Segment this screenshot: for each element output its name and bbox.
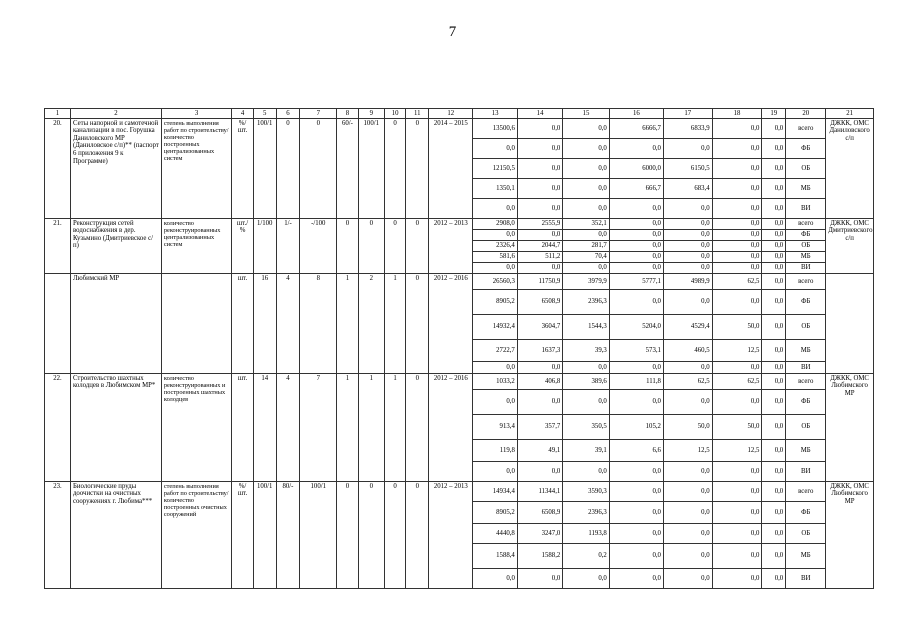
- period-cell: 2014 – 2015: [429, 119, 473, 219]
- amount-cell: 12150,5: [473, 159, 517, 179]
- amount-cell: 0,0: [663, 390, 712, 415]
- amount-cell: 352,1: [563, 219, 610, 230]
- amount-cell: 0,0: [712, 462, 762, 482]
- amount-cell: 0,0: [712, 502, 762, 524]
- funding-source: всего: [786, 219, 826, 230]
- funding-source: ВИ: [786, 199, 826, 219]
- indicator-value: 0: [406, 274, 429, 374]
- column-header: 8: [337, 109, 359, 119]
- funding-source: всего: [786, 374, 826, 390]
- amount-cell: 50,0: [712, 315, 762, 340]
- indicator-value: 1/100: [253, 219, 276, 274]
- amount-cell: 6150,5: [663, 159, 712, 179]
- indicator-value: 0: [384, 119, 406, 219]
- amount-cell: 0,0: [762, 179, 786, 199]
- amount-cell: 5204,0: [609, 315, 663, 340]
- amount-cell: 0,0: [762, 290, 786, 315]
- amount-cell: 0,0: [712, 159, 762, 179]
- amount-cell: 4529,4: [663, 315, 712, 340]
- amount-cell: 0,0: [712, 219, 762, 230]
- amount-cell: 6,6: [609, 440, 663, 462]
- amount-cell: 26560,3: [473, 274, 517, 290]
- amount-cell: 350,5: [563, 415, 610, 440]
- amount-cell: 0,0: [712, 119, 762, 139]
- amount-cell: 0,0: [712, 390, 762, 415]
- amount-cell: 0,0: [563, 362, 610, 374]
- amount-cell: 0,0: [517, 390, 562, 415]
- amount-cell: 0,0: [762, 119, 786, 139]
- table-row: [45, 119, 874, 139]
- row-number: 22.: [45, 374, 71, 482]
- amount-cell: 0,0: [609, 230, 663, 241]
- amount-cell: 511,2: [517, 252, 562, 263]
- measure-name: Биологические пруды доочистки на очистных сооружениях г. Любима***: [70, 482, 161, 589]
- indicator-value: 1: [384, 374, 406, 482]
- indicator-value: 0: [384, 482, 406, 589]
- amount-cell: 50,0: [712, 415, 762, 440]
- column-header: 10: [384, 109, 406, 119]
- indicator-value: 0: [406, 374, 429, 482]
- amount-cell: 3247,0: [517, 524, 562, 544]
- column-header: 20: [786, 109, 826, 119]
- amount-cell: 0,0: [563, 179, 610, 199]
- table-row: [45, 482, 874, 502]
- amount-cell: 0,0: [762, 524, 786, 544]
- amount-cell: 0,0: [663, 544, 712, 569]
- amount-cell: 6508,9: [517, 290, 562, 315]
- amount-cell: 0,0: [663, 230, 712, 241]
- unit-cell: %/ шт.: [232, 482, 254, 589]
- amount-cell: 0,0: [762, 263, 786, 274]
- amount-cell: 0,0: [762, 159, 786, 179]
- indicator-name: [161, 274, 231, 374]
- amount-cell: 0,0: [609, 482, 663, 502]
- amount-cell: 39,3: [563, 340, 610, 362]
- indicator-value: 0: [406, 219, 429, 274]
- amount-cell: 0,0: [517, 179, 562, 199]
- funding-source: ОБ: [786, 524, 826, 544]
- indicator-value: 100/1: [253, 482, 276, 589]
- header-row: [45, 109, 874, 119]
- amount-cell: 0,0: [762, 502, 786, 524]
- amount-cell: 0,0: [563, 159, 610, 179]
- amount-cell: 281,7: [563, 241, 610, 252]
- column-header: 18: [712, 109, 762, 119]
- measure-name: Сеты напорной и самотечной канализации в пос. Горушка Даниловского МР (Даниловское с/п)** (паспорт 6 приложения 9 к Программе): [70, 119, 161, 219]
- indicator-value: 100/1: [300, 482, 337, 589]
- amount-cell: 0,0: [712, 290, 762, 315]
- amount-cell: 12,5: [712, 440, 762, 462]
- executor-cell: ДЖКК, ОМС Любимского МР: [826, 374, 874, 482]
- amount-cell: 0,0: [517, 159, 562, 179]
- amount-cell: 6666,7: [609, 119, 663, 139]
- amount-cell: 0,0: [473, 139, 517, 159]
- indicator-value: 100/1: [358, 119, 384, 219]
- amount-cell: 0,0: [609, 219, 663, 230]
- amount-cell: 49,1: [517, 440, 562, 462]
- column-header: 11: [406, 109, 429, 119]
- amount-cell: 0,0: [712, 569, 762, 589]
- funding-source: ФБ: [786, 230, 826, 241]
- funding-source: МБ: [786, 544, 826, 569]
- unit-cell: шт./ %: [232, 219, 254, 274]
- amount-cell: 0,0: [663, 482, 712, 502]
- amount-cell: 2722,7: [473, 340, 517, 362]
- amount-cell: 6833,9: [663, 119, 712, 139]
- indicator-value: 100/1: [253, 119, 276, 219]
- amount-cell: 0,0: [609, 139, 663, 159]
- amount-cell: 0,0: [762, 199, 786, 219]
- amount-cell: 3590,3: [563, 482, 610, 502]
- amount-cell: 0,0: [663, 569, 712, 589]
- amount-cell: 0,0: [663, 252, 712, 263]
- funding-source: ВИ: [786, 462, 826, 482]
- amount-cell: 0,0: [712, 482, 762, 502]
- amount-cell: 0,0: [609, 502, 663, 524]
- amount-cell: 0,0: [712, 179, 762, 199]
- amount-cell: 0,0: [762, 462, 786, 482]
- amount-cell: 5777,1: [609, 274, 663, 290]
- table-body: [45, 119, 874, 589]
- indicator-value: 14: [253, 374, 276, 482]
- amount-cell: 0,0: [563, 119, 610, 139]
- indicator-value: 0: [358, 482, 384, 589]
- amount-cell: 4440,8: [473, 524, 517, 544]
- amount-cell: 62,5: [663, 374, 712, 390]
- indicator-value: 0: [358, 219, 384, 274]
- amount-cell: 0,0: [663, 524, 712, 544]
- amount-cell: 4989,9: [663, 274, 712, 290]
- funding-source: МБ: [786, 340, 826, 362]
- funding-source: ВИ: [786, 362, 826, 374]
- amount-cell: 119,8: [473, 440, 517, 462]
- amount-cell: 0,0: [762, 374, 786, 390]
- amount-cell: 0,0: [762, 440, 786, 462]
- amount-cell: 0,0: [762, 315, 786, 340]
- indicator-value: 2: [358, 274, 384, 374]
- amount-cell: 0,0: [762, 139, 786, 159]
- amount-cell: 0,0: [563, 263, 610, 274]
- indicator-value: 0: [337, 219, 359, 274]
- amount-cell: 0,0: [712, 544, 762, 569]
- column-header: 9: [358, 109, 384, 119]
- column-header: 19: [762, 109, 786, 119]
- amount-cell: 0,0: [563, 390, 610, 415]
- amount-cell: 2555,9: [517, 219, 562, 230]
- amount-cell: 0,0: [663, 263, 712, 274]
- amount-cell: 0,0: [473, 569, 517, 589]
- funding-source: ФБ: [786, 502, 826, 524]
- funding-source: ФБ: [786, 390, 826, 415]
- amount-cell: 0,0: [663, 199, 712, 219]
- amount-cell: 70,4: [563, 252, 610, 263]
- indicator-value: 1: [337, 374, 359, 482]
- measure-name: Реконструкция сетей водоснабжения в дер. Кузьмино (Дмитриевское с/п): [70, 219, 161, 274]
- amount-cell: 0,0: [663, 139, 712, 159]
- funding-source: ОБ: [786, 241, 826, 252]
- amount-cell: 0,0: [473, 462, 517, 482]
- indicator-name: количество реконструированных и построенных шахтных колодцев: [161, 374, 231, 482]
- row-number: 21.: [45, 219, 71, 274]
- amount-cell: 0,0: [517, 462, 562, 482]
- amount-cell: 0,0: [609, 263, 663, 274]
- amount-cell: 12,5: [712, 340, 762, 362]
- amount-cell: 0,0: [563, 569, 610, 589]
- amount-cell: 0,0: [663, 290, 712, 315]
- column-header: 13: [473, 109, 517, 119]
- funding-source: ОБ: [786, 415, 826, 440]
- amount-cell: 0,0: [563, 230, 610, 241]
- amount-cell: 0,0: [663, 241, 712, 252]
- funding-source: ОБ: [786, 159, 826, 179]
- amount-cell: 0,0: [609, 390, 663, 415]
- amount-cell: 0,0: [663, 502, 712, 524]
- indicator-value: 80/-: [276, 482, 300, 589]
- column-header: 4: [232, 109, 254, 119]
- amount-cell: 0,0: [762, 274, 786, 290]
- amount-cell: 0,0: [762, 219, 786, 230]
- amount-cell: 0,0: [762, 390, 786, 415]
- amount-cell: 0,0: [609, 290, 663, 315]
- indicator-value: -/100: [300, 219, 337, 274]
- indicator-value: 0: [337, 482, 359, 589]
- amount-cell: 0,0: [609, 462, 663, 482]
- indicator-name: количество реконструированных централизованных систем: [161, 219, 231, 274]
- funding-source: ВИ: [786, 263, 826, 274]
- amount-cell: 0,0: [663, 362, 712, 374]
- amount-cell: 0,0: [609, 544, 663, 569]
- amount-cell: 460,5: [663, 340, 712, 362]
- amount-cell: 0,0: [609, 524, 663, 544]
- amount-cell: 14934,4: [473, 482, 517, 502]
- amount-cell: 0,0: [712, 252, 762, 263]
- amount-cell: 0,0: [762, 415, 786, 440]
- row-number: 20.: [45, 119, 71, 219]
- indicator-value: 0: [384, 219, 406, 274]
- period-cell: 2012 – 2013: [429, 482, 473, 589]
- indicator-value: 4: [276, 374, 300, 482]
- funding-source: всего: [786, 482, 826, 502]
- amount-cell: 111,8: [609, 374, 663, 390]
- period-cell: 2012 – 2016: [429, 274, 473, 374]
- column-header: 3: [161, 109, 231, 119]
- indicator-value: 1: [358, 374, 384, 482]
- indicator-value: 1/-: [276, 219, 300, 274]
- amount-cell: 62,5: [712, 374, 762, 390]
- column-header: 7: [300, 109, 337, 119]
- period-cell: 2012 – 2013: [429, 219, 473, 274]
- column-header: 17: [663, 109, 712, 119]
- indicator-name: степень выполнения работ по строительству/ количество построенных очистных сооружений: [161, 482, 231, 589]
- amount-cell: 581,6: [473, 252, 517, 263]
- amount-cell: 11344,1: [517, 482, 562, 502]
- funding-source: ФБ: [786, 290, 826, 315]
- amount-cell: 0,0: [712, 230, 762, 241]
- funding-source: МБ: [786, 440, 826, 462]
- amount-cell: 3979,9: [563, 274, 610, 290]
- funding-source: всего: [786, 274, 826, 290]
- column-header: 15: [563, 109, 610, 119]
- amount-cell: 0,0: [609, 569, 663, 589]
- amount-cell: 12,5: [663, 440, 712, 462]
- amount-cell: 1588,2: [517, 544, 562, 569]
- measure-name: Строительство шахтных колодцев в Любимском МР*: [70, 374, 161, 482]
- funding-source: МБ: [786, 252, 826, 263]
- amount-cell: 3604,7: [517, 315, 562, 340]
- amount-cell: 913,4: [473, 415, 517, 440]
- amount-cell: 2908,0: [473, 219, 517, 230]
- table-row: [45, 374, 874, 390]
- row-number: 23.: [45, 482, 71, 589]
- indicator-value: 0: [300, 119, 337, 219]
- amount-cell: 389,6: [563, 374, 610, 390]
- program-table: [44, 108, 874, 589]
- amount-cell: 39,1: [563, 440, 610, 462]
- column-header: 6: [276, 109, 300, 119]
- amount-cell: 0,0: [563, 462, 610, 482]
- column-header: 1: [45, 109, 71, 119]
- indicator-value: 7: [300, 374, 337, 482]
- table-row: [45, 219, 874, 230]
- amount-cell: 0,0: [712, 139, 762, 159]
- amount-cell: 0,0: [609, 252, 663, 263]
- indicator-value: 8: [300, 274, 337, 374]
- amount-cell: 2044,7: [517, 241, 562, 252]
- amount-cell: 0,0: [473, 199, 517, 219]
- period-cell: 2012 – 2016: [429, 374, 473, 482]
- amount-cell: 8905,2: [473, 290, 517, 315]
- amount-cell: 11750,9: [517, 274, 562, 290]
- indicator-value: 16: [253, 274, 276, 374]
- amount-cell: 573,1: [609, 340, 663, 362]
- amount-cell: 50,0: [663, 415, 712, 440]
- funding-source: ОБ: [786, 315, 826, 340]
- amount-cell: 0,0: [473, 230, 517, 241]
- amount-cell: 1193,8: [563, 524, 610, 544]
- amount-cell: 1350,1: [473, 179, 517, 199]
- amount-cell: 0,0: [517, 362, 562, 374]
- amount-cell: 6000,0: [609, 159, 663, 179]
- amount-cell: 13500,6: [473, 119, 517, 139]
- amount-cell: 0,0: [663, 219, 712, 230]
- indicator-name: степень выполнения работ по строительству/ количество построенных централизованных систем: [161, 119, 231, 219]
- column-header: 14: [517, 109, 562, 119]
- amount-cell: 6508,9: [517, 502, 562, 524]
- amount-cell: 0,0: [762, 252, 786, 263]
- amount-cell: 0,0: [712, 263, 762, 274]
- amount-cell: 666,7: [609, 179, 663, 199]
- amount-cell: 0,0: [517, 263, 562, 274]
- amount-cell: 1544,3: [563, 315, 610, 340]
- amount-cell: 0,0: [712, 524, 762, 544]
- amount-cell: 0,2: [563, 544, 610, 569]
- amount-cell: 2396,3: [563, 290, 610, 315]
- amount-cell: 0,0: [712, 199, 762, 219]
- executor-cell: ДЖКК, ОМС Даниловского с/п: [826, 119, 874, 219]
- amount-cell: 0,0: [712, 241, 762, 252]
- column-header: 5: [253, 109, 276, 119]
- amount-cell: 14932,4: [473, 315, 517, 340]
- column-header: 21: [826, 109, 874, 119]
- amount-cell: 0,0: [609, 241, 663, 252]
- amount-cell: 62,5: [712, 274, 762, 290]
- column-header: 12: [429, 109, 473, 119]
- amount-cell: 0,0: [563, 199, 610, 219]
- amount-cell: 105,2: [609, 415, 663, 440]
- indicator-value: 1: [384, 274, 406, 374]
- funding-source: ВИ: [786, 569, 826, 589]
- amount-cell: 0,0: [473, 362, 517, 374]
- amount-cell: 0,0: [609, 362, 663, 374]
- amount-cell: 1033,2: [473, 374, 517, 390]
- amount-cell: 0,0: [609, 199, 663, 219]
- table-row: [45, 274, 874, 290]
- amount-cell: 1637,3: [517, 340, 562, 362]
- amount-cell: 0,0: [563, 139, 610, 159]
- indicator-value: 1: [337, 274, 359, 374]
- indicator-value: 4: [276, 274, 300, 374]
- funding-source: всего: [786, 119, 826, 139]
- measure-name: Любимский МР: [70, 274, 161, 374]
- row-number: [45, 274, 71, 374]
- amount-cell: 0,0: [517, 199, 562, 219]
- amount-cell: 0,0: [473, 263, 517, 274]
- executor-cell: ДЖКК, ОМС Дмитриевского с/п: [826, 219, 874, 274]
- amount-cell: 0,0: [517, 139, 562, 159]
- amount-cell: 406,8: [517, 374, 562, 390]
- amount-cell: 2396,3: [563, 502, 610, 524]
- page-number: 7: [448, 24, 457, 40]
- funding-source: ФБ: [786, 139, 826, 159]
- amount-cell: 0,0: [762, 482, 786, 502]
- funding-source: МБ: [786, 179, 826, 199]
- executor-cell: [826, 274, 874, 374]
- amount-cell: 0,0: [762, 241, 786, 252]
- indicator-value: 0: [276, 119, 300, 219]
- amount-cell: 0,0: [762, 340, 786, 362]
- amount-cell: 0,0: [762, 230, 786, 241]
- amount-cell: 0,0: [762, 362, 786, 374]
- amount-cell: 0,0: [517, 569, 562, 589]
- column-header: 2: [70, 109, 161, 119]
- amount-cell: 0,0: [517, 230, 562, 241]
- unit-cell: шт.: [232, 274, 254, 374]
- amount-cell: 1588,4: [473, 544, 517, 569]
- executor-cell: ДЖКК, ОМС Любимского МР: [826, 482, 874, 589]
- unit-cell: %/ шт.: [232, 119, 254, 219]
- amount-cell: 0,0: [712, 362, 762, 374]
- unit-cell: шт.: [232, 374, 254, 482]
- indicator-value: 60/-: [337, 119, 359, 219]
- amount-cell: 683,4: [663, 179, 712, 199]
- indicator-value: 0: [406, 119, 429, 219]
- column-header: 16: [609, 109, 663, 119]
- amount-cell: 357,7: [517, 415, 562, 440]
- amount-cell: 2326,4: [473, 241, 517, 252]
- amount-cell: 0,0: [663, 462, 712, 482]
- indicator-value: 0: [406, 482, 429, 589]
- amount-cell: 0,0: [517, 119, 562, 139]
- amount-cell: 8905,2: [473, 502, 517, 524]
- amount-cell: 0,0: [762, 544, 786, 569]
- amount-cell: 0,0: [762, 569, 786, 589]
- amount-cell: 0,0: [473, 390, 517, 415]
